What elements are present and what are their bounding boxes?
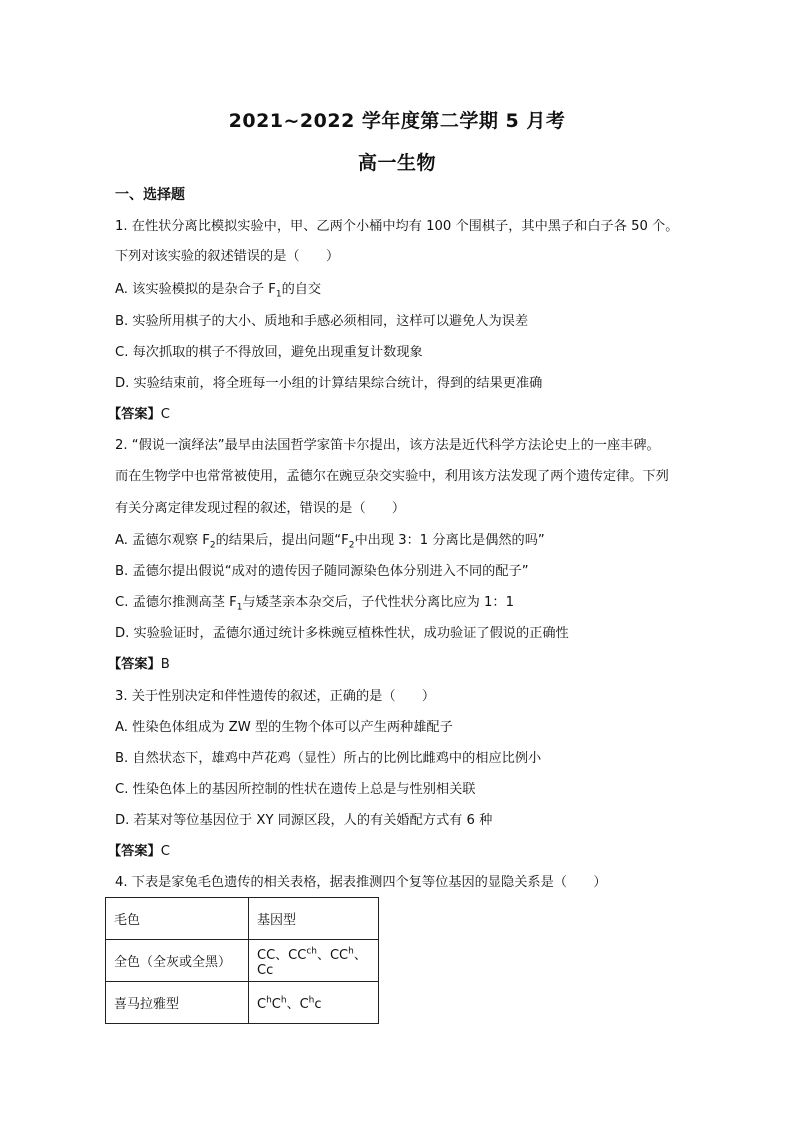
q2-option-a-part-1: A. 孟德尔观察 F — [115, 533, 210, 548]
q2-option-c-sub: 1 — [236, 602, 243, 613]
genotype-text: C — [271, 997, 281, 1012]
section-heading: 一、选择题 — [115, 187, 185, 203]
q1-option-a-tail: 的自交 — [281, 282, 322, 297]
q2-stem-line-3: 有关分离定律发现过程的叙述，错误的是（ ） — [115, 501, 406, 516]
q2-option-c-part-1: C. 孟德尔推测高茎 F — [115, 595, 237, 610]
q2-stem-line-1: 2. “假说一演绎法”最早由法国哲学家笛卡尔提出，该方法是近代科学方法论史上的一座丰碑。 — [115, 438, 660, 453]
q4-stem: 4. 下表是家兔毛色遗传的相关表格，据表推测四个复等位基因的显隐关系是（ ） — [115, 875, 607, 890]
q2-option-a-part-2: 的结果后，提出问题“F — [215, 533, 349, 548]
q2-option-d: D. 实验验证时，孟德尔通过统计多株豌豆植株性状，成功验证了假说的正确性 — [115, 626, 569, 641]
q3-answer — [108, 843, 170, 861]
q1-answer — [108, 406, 170, 424]
q2-option-a-sub-1: 2 — [209, 540, 216, 551]
q1-option-a — [115, 281, 321, 304]
q2-answer — [108, 656, 170, 674]
genotype-text: 、C — [286, 997, 309, 1012]
q1-option-d: D. 实验结束前，将全班每一小组的计算结果综合统计，得到的结果更准确 — [115, 376, 543, 391]
q1-option-a-text: A. 该实验模拟的是杂合子 F — [115, 282, 276, 297]
table-cell — [249, 940, 379, 982]
table-row — [106, 982, 379, 1024]
exam-title: 2021~2022 学年度第二学期 5 月考 — [228, 110, 566, 132]
q2-option-c-part-2: 与矮茎亲本杂交后，子代性状分离比应为 1：1 — [242, 595, 514, 610]
q1-stem-line-2: 下列对该实验的叙述错误的是（ ） — [115, 249, 340, 264]
genotype-superscript: ch — [306, 946, 317, 957]
q3-answer-label: 【答案】 — [108, 844, 161, 859]
table-cell: 喜马拉雅型 — [106, 982, 249, 1024]
genotype-text: c — [314, 997, 322, 1012]
q2-option-a-part-3: 中出现 3：1 分离比是偶然的吗” — [354, 533, 545, 548]
q3-option-b: B. 自然状态下，雄鸡中芦花鸡（显性）所占的比例比雌鸡中的相应比例小 — [115, 751, 542, 766]
exam-subtitle: 高一生物 — [357, 152, 436, 174]
q2-option-a — [115, 532, 545, 555]
q1-stem-line-1: 1. 在性状分离比模拟实验中，甲、乙两个小桶中均有 100 个围棋子，其中黑子和白子各 50 个。 — [115, 219, 679, 234]
genotype-superscript: h — [308, 995, 315, 1006]
q3-option-d: D. 若某对等位基因位于 XY 同源区段，人的有关婚配方式有 6 种 — [115, 813, 493, 828]
q2-stem-line-2: 而在生物学中也常常被使用，孟德尔在豌豆杂交实验中，利用该方法发现了两个遗传定律。下列 — [115, 469, 669, 484]
table-header-cell: 基因型 — [249, 898, 379, 940]
q2-option-b: B. 孟德尔提出假说“成对的遗传因子随同源染色体分别进入不同的配子” — [115, 564, 529, 579]
q1-answer-value: C — [160, 407, 170, 422]
q3-answer-value: C — [160, 844, 170, 859]
genotype-superscript: h — [348, 946, 354, 957]
q2-option-c — [115, 594, 514, 617]
q3-stem: 3. 关于性别决定和伴性遗传的叙述，正确的是（ ） — [115, 689, 436, 704]
q1-option-a-subscript: 1 — [275, 289, 282, 300]
genotype-superscript: h — [280, 995, 287, 1006]
table-header-cell: 毛色 — [106, 898, 249, 940]
q2-answer-label: 【答案】 — [108, 657, 161, 672]
genotype-text: C — [257, 997, 267, 1012]
table-header-row — [106, 898, 379, 940]
q3-option-a: A. 性染色体组成为 ZW 型的生物个体可以产生两种雄配子 — [115, 720, 453, 735]
table-cell: 全色（全灰或全黑） — [106, 940, 249, 982]
genotype-text: 、CC — [316, 947, 349, 963]
genotype-text: 、Cc — [257, 947, 367, 978]
q1-answer-label: 【答案】 — [108, 407, 161, 422]
q2-option-a-sub-2: 2 — [348, 540, 355, 551]
coat-color-table — [105, 897, 379, 1024]
genotype-text: CC、CC — [257, 947, 307, 963]
q1-option-b: B. 实验所用棋子的大小、质地和手感必须相同，这样可以避免人为误差 — [115, 314, 529, 329]
table-row — [106, 940, 379, 982]
q1-option-c: C. 每次抓取的棋子不得放回，避免出现重复计数现象 — [115, 345, 423, 360]
table-cell — [249, 982, 379, 1024]
q2-answer-value: B — [160, 657, 170, 672]
genotype-superscript: h — [266, 995, 272, 1006]
q3-option-c: C. 性染色体上的基因所控制的性状在遗传上总是与性别相关联 — [115, 782, 476, 797]
